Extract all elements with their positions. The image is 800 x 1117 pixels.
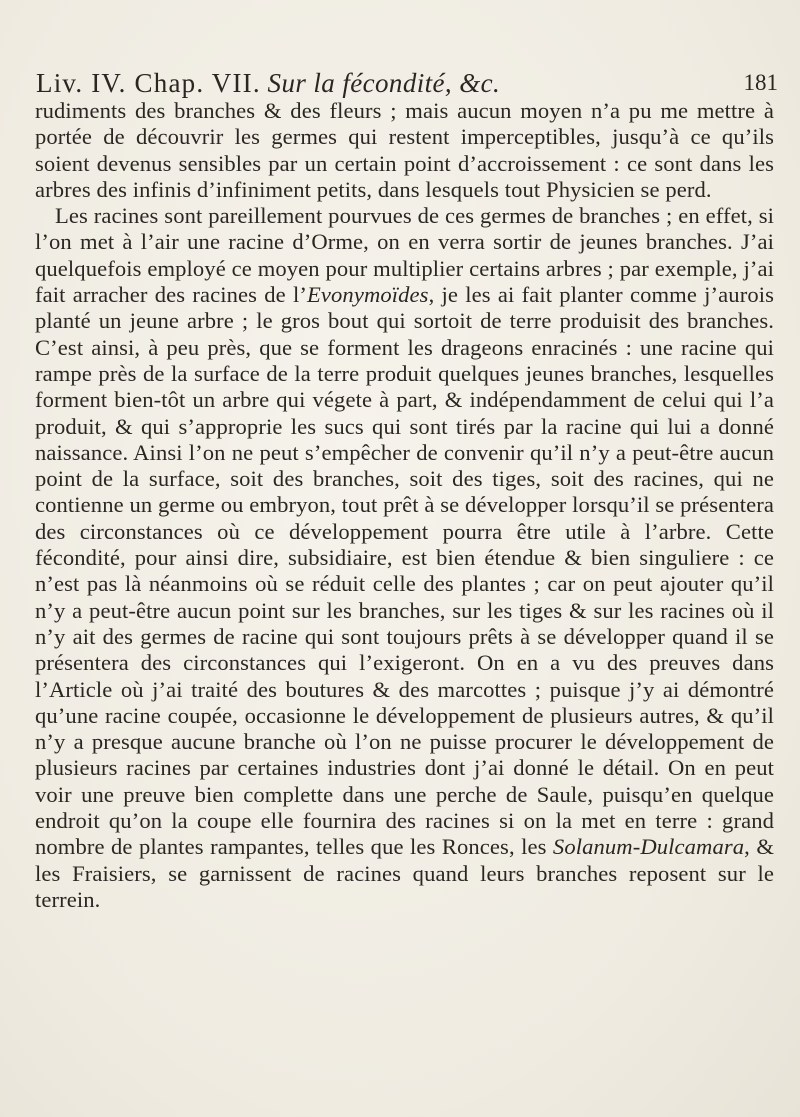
text-segment: , je les ai fait planter comme j’aurois planté un jeune arbre ; le gros bout qui sortoit de terre produisit des branches. C’est ainsi, à peu près, que se forment les drageons enracinés : une racine qui rampe près de la surface de la terre produit quelques jeunes branches, lesquelles forment bien-tôt un arbre qui végete à part, & indépendamment de celui qui l’a produit, & qui s’approprie les sucs qui sont tirés par la racine qui lui a donné naissance. Ainsi l’on ne peut s’empêcher de convenir qu’il n’y a peut-être aucun point de la surface, soit des branches, soit des tiges, soit des racines, qui ne contienne un germe ou embryon, tout prêt à se développer lorsqu’il se présentera des circonstances où ce développement pourra être utile à l’arbre. Cette fécondité, pour ainsi dire, subsidiaire, est bien étendue & bien singuliere : ce n’est pas là néanmoins où se réduit celle des plantes ; car on peut ajouter qu’il n’y a peut-être aucun point sur les branches, sur les tiges & sur les racines où il n’y ait des germes de racine qui sont toujours prêts à se développer quand il se présentera des circonstances qui l’exigeront. On en a vu des preuves dans l’Article où j’ai traité des boutures & des marcottes ; puisque j’y ai démontré qu’une racine coupée, occasionne le développement de plusieurs autres, & qu’il n’y a presque aucune branche où l’on ne puisse procurer le développement de plusieurs racines par certaines industries dont j’ai donné le détail. On en peut voir une preuve bien complette dans une perche de Saule, puisqu’en quelque endroit qu’on la coupe elle fournira des racines si on la met en terre : grand nombre de plantes rampantes, telles que les Ronces, les (35, 282, 774, 860)
text-segment: Les racines sont pareillement pourvues de ces germes de branches ; en effet, si l’on met à l’air une racine d’Orme, on en verra sortir de jeunes branches. J’ai quelquefois employé ce moyen pour multiplier certains arbres ; par exemple, j’ai fait arracher des racines de l’ (35, 203, 774, 308)
paragraph-continued (35, 98, 774, 203)
text-segment: rudiments des branches & des fleurs ; mais aucun moyen n’a pu me mettre à portée de découvrir les germes qui restent imperceptibles, jusqu’à ce qu’ils soient devenus sensibles par un certain point d’accroissement : ce sont dans les arbres des infinis d’infiniment petits, dans lesquels tout Physicien se perd. (35, 98, 774, 202)
text-segment: , & les Fraisiers, se garnissent de racines quand leurs branches reposent sur le terrein. (35, 834, 774, 912)
paragraph-racines (35, 203, 774, 913)
page-header (36, 66, 778, 100)
running-head: Liv. IV. Chap. VII. (36, 68, 261, 98)
species-name: Evonymoïdes (307, 282, 429, 308)
species-name: Solanum-Dulcamara (552, 834, 745, 860)
chapter-title: Sur la fécondité, &c. (267, 68, 501, 98)
body-text (35, 98, 774, 913)
page-number: 181 (743, 70, 778, 95)
